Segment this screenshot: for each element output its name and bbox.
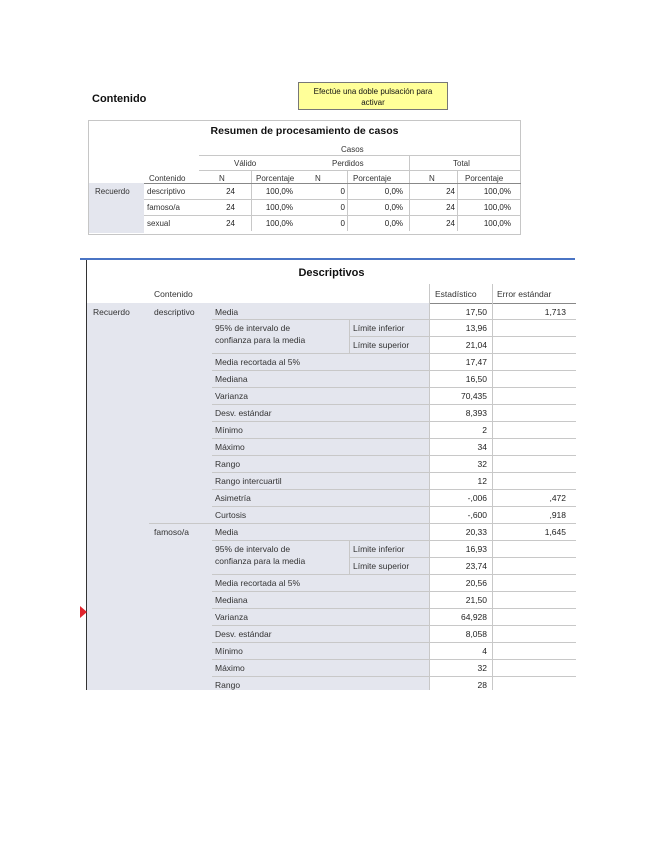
header-valido-n: N [219,174,225,183]
table-cell: 24 [446,219,455,228]
selection-marker-icon [80,606,87,618]
tooltip-line-2: activar [361,98,385,107]
table-cell: 32 [477,459,487,469]
table-cell: 28 [477,680,487,690]
table-cell: 100,0% [483,187,511,196]
table-cell: 12 [477,476,487,486]
table-cell: 20,56 [465,578,487,588]
table-cell: 8,393 [465,408,487,418]
row-label: Límite superior [353,340,410,350]
table-cell: 21,04 [465,340,487,350]
activate-tooltip[interactable] [298,82,448,110]
table-cell: 24 [446,187,455,196]
table-cell: 20,33 [465,527,487,537]
table-cell: 16,93 [465,544,487,554]
table-cell: 0,0% [384,187,403,196]
table-cell: 0 [340,203,345,212]
ci-label-line-1: 95% de intervalo de [215,323,291,333]
row-label: Límite inferior [353,544,405,554]
row-label: sexual [147,219,171,228]
row-label: Media [215,307,239,317]
table-cell: 4 [482,646,487,656]
row-label: famoso/a [147,203,180,212]
table-cell: 0 [340,219,345,228]
row-label: Desv. estándar [215,408,272,418]
table-cell: 100,0% [265,203,293,212]
ci-label-line-2: confianza para la media [215,556,306,566]
table-cell: 1,645 [544,527,566,537]
header-contenido: Contenido [149,174,186,183]
tooltip-line-1: Efectúe una doble pulsación para [313,87,433,96]
row-label: Mediana [215,595,248,605]
section-heading: Contenido [92,93,147,105]
header-contenido: Contenido [154,289,193,299]
table-cell: 24 [226,187,235,196]
table-cell: -,006 [467,493,487,503]
table-cell: 100,0% [265,187,293,196]
table-cell: -,600 [467,510,487,520]
table-cell: 0,0% [384,219,403,228]
table-cell: 100,0% [483,219,511,228]
header-valido: Válido [234,159,257,168]
table-cell: 0,0% [384,203,403,212]
row-group-recuerdo: Recuerdo [93,307,130,317]
table-cell: 70,435 [461,391,487,401]
row-label: Límite superior [353,561,410,571]
table-cell: 0 [340,187,345,196]
row-label: Varianza [215,612,248,622]
table-cell: 100,0% [265,219,293,228]
row-label: Rango [215,459,241,469]
table-cell: 1,713 [544,307,566,317]
row-label: Mediana [215,374,248,384]
row-label: Desv. estándar [215,629,272,639]
row-label: Media recortada al 5% [215,578,301,588]
table-cell: 24 [226,203,235,212]
table-cell: 17,50 [465,307,487,317]
group-label-descriptivo: descriptivo [154,307,195,317]
table-cell: 17,47 [465,357,487,367]
table-cell: 13,96 [465,323,487,333]
row-label: Mínimo [215,425,243,435]
header-total-n: N [429,174,435,183]
table-cell: 2 [482,425,487,435]
header-error-estandar: Error estándar [497,289,552,299]
row-label: Asimetría [215,493,251,503]
header-perdidos-n: N [315,174,321,183]
group-label-famoso: famoso/a [154,527,189,537]
table-cell: 24 [226,219,235,228]
table-cell: 34 [477,442,487,452]
row-label: Varianza [215,391,248,401]
table-cell: 64,928 [461,612,487,622]
row-group-recuerdo: Recuerdo [95,187,130,196]
row-label: descriptivo [147,187,186,196]
table-cell: 23,74 [465,561,487,571]
table-cell: 16,50 [465,374,487,384]
header-estadistico: Estadístico [435,289,477,299]
row-label: Máximo [215,663,245,673]
header-total: Total [453,159,470,168]
row-label: Rango [215,680,241,690]
table-cell: 24 [446,203,455,212]
header-valido-porcentaje: Porcentaje [256,174,295,183]
ci-label-line-1: 95% de intervalo de [215,544,291,554]
descriptives-title: Descriptivos [298,267,365,279]
header-perdidos: Perdidos [332,159,364,168]
table-cell: 8,058 [465,629,487,639]
row-label: Curtosis [215,510,247,520]
row-label: Límite inferior [353,323,405,333]
summary-title: Resumen de procesamiento de casos [210,125,399,137]
row-label: Rango intercuartil [215,476,282,486]
row-label: Media [215,527,239,537]
header-total-porcentaje: Porcentaje [465,174,504,183]
row-label: Máximo [215,442,245,452]
header-perdidos-porcentaje: Porcentaje [353,174,392,183]
table-cell: 21,50 [465,595,487,605]
row-label: Mínimo [215,646,243,656]
table-cell: 100,0% [483,203,511,212]
table-cell: ,918 [549,510,566,520]
header-casos: Casos [341,145,364,154]
table-cell: ,472 [549,493,566,503]
row-label: Media recortada al 5% [215,357,301,367]
table-cell: 32 [477,663,487,673]
case-processing-summary-table [88,120,521,235]
descriptives-table [86,260,576,690]
ci-label-line-2: confianza para la media [215,335,306,345]
